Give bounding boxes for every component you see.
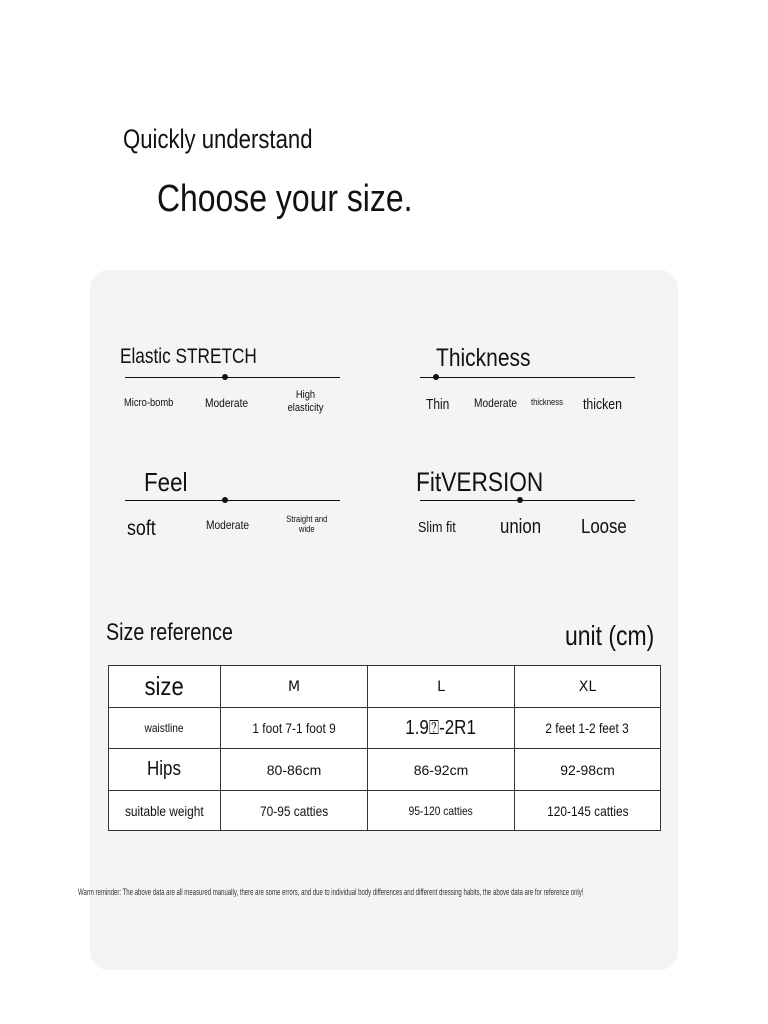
feel-option-straight: Straight and wide [286, 514, 328, 535]
thickness-option-thicken: thicken [583, 396, 622, 413]
warm-reminder-text: Warm reminder: The above data are all measured manually, there are some errors, and due to individual body differences and different dressing habits, the above data are for reference only! [78, 887, 584, 897]
table-header-cell: L [368, 666, 515, 708]
feel-scale-line [125, 500, 340, 501]
size-reference-title: Size reference [106, 619, 233, 646]
header-subtitle: Quickly understand [123, 124, 313, 154]
table-cell: 1 foot 7-1 foot 9 [221, 708, 368, 749]
table-cell: 1.9⍰-2R1 [368, 708, 515, 749]
table-cell: 120-145 catties [515, 791, 661, 831]
elastic-option-high: High elasticity [287, 389, 324, 414]
feel-scale-marker [222, 497, 228, 503]
unit-label: unit (cm) [565, 620, 655, 651]
elastic-option-micro: Micro-bomb [124, 397, 174, 409]
thickness-option-moderate: Moderate [474, 396, 518, 410]
fit-option-slim: Slim fit [418, 519, 456, 536]
feel-title: Feel [144, 467, 188, 497]
row-label-hips: Hips [109, 749, 221, 791]
table-row [109, 708, 661, 749]
table-cell: 2 feet 1-2 feet 3 [515, 708, 661, 749]
row-label-weight: suitable weight [109, 791, 221, 831]
table-header-cell: M [221, 666, 368, 708]
thickness-scale-line [420, 377, 635, 378]
table-header-cell: size [109, 666, 221, 708]
table-cell: 80-86cm [221, 749, 368, 791]
fit-title: FitVERSION [416, 467, 544, 497]
fit-option-loose: Loose [581, 516, 627, 538]
fit-scale-line [420, 500, 635, 501]
feel-option-soft: soft [127, 517, 156, 540]
elastic-title: Elastic STRETCH [120, 345, 257, 368]
table-row [109, 749, 661, 791]
elastic-scale-marker [222, 374, 228, 380]
fit-scale-marker [517, 497, 523, 503]
table-cell: 86-92cm [368, 749, 515, 791]
fit-option-union: union [500, 516, 542, 538]
feel-option-moderate: Moderate [206, 518, 250, 532]
thickness-option-thickness: thickness [531, 397, 563, 407]
thickness-scale-marker [433, 374, 439, 380]
thickness-option-thin: Thin [426, 396, 450, 413]
table-row [109, 791, 661, 831]
table-cell: 70-95 catties [221, 791, 368, 831]
table-cell: 95-120 catties [368, 791, 515, 831]
thickness-title: Thickness [436, 344, 531, 372]
elastic-scale-line [125, 377, 340, 378]
elastic-option-moderate: Moderate [205, 396, 249, 410]
size-table [108, 665, 661, 831]
table-header-cell: XL [515, 666, 661, 708]
page-title: Choose your size. [157, 178, 413, 220]
table-cell: 92-98cm [515, 749, 661, 791]
table-header-row [109, 666, 661, 708]
row-label-waistline: waistline [109, 708, 221, 749]
